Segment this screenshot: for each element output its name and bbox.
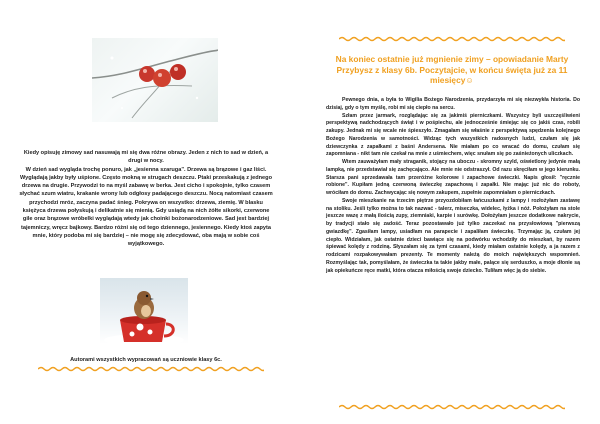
story-paragraph: Pewnego dnia, a była to Wigilia Bożego Narodzenia, przydarzyła mi się niezwykła historia. Do dzisiaj, gdy o tym myślę, robi mi się ciepło na sercu. (326, 97, 580, 111)
winter-berries-photo (92, 38, 218, 122)
bird-and-cup-photo (100, 278, 188, 344)
story-body (326, 97, 580, 275)
story-title: Na koniec ostatnie już mgnienie zimy – opowiadanie Marty Przybysz z klasy 6b. Poczytajcie, w końcu święta już za 11 miesięcy☺ (335, 54, 569, 86)
wave-divider-icon (339, 404, 565, 410)
story-paragraph: Szłam przez jarmark, rozglądając się za jakimiś pierniczkami. Wszystcy byli uszczęśliwieni perspektywą nadchodzących świąt i w pośpiechu, ale jednocześnie śmiejąc się co jakiś czas, robili zakupy. Jednak mi się wcale nie śpieszyło. Zmagałam się właśnie z perspektywą spędzenia kolejnego Bożego Narodzenia w samotności. Widząc tych wszystkich radosnych ludzi, czułam się jak dziewczynka z zapałkami z baśni Andersena. Nie miałam po co wracać do domu, czułam się zapomniana - nikt tam nie czekał na mnie z uśmiechem, więc snułam się po zaśnieżonych uliczkach. (326, 112, 580, 158)
left-paragraph: Kiedy opisuję zimowy sad nasuwają mi się dwa różne obrazy. Jeden z nich to sad w dzień, a drugi w nocy. (23, 150, 269, 165)
story-paragraph: Swoje mieszkanie na trzecim piętrze przyozdobiłam łańcuszkami z lampy i rozłożyłam zastawę na stoliku. Jeśli tylko można to tak nazwać - talerz, miseczka, widelec, łyżka i nóż. Położyłam na stole jeszcze wazę z małą ilością zupy, ziemniaki, karpie i surówkę. Dołożyłam jeszcze dodatkowe nakrycie, by tradycji stało się zadość. Teraz pozostawało już tylko zaczekać na przysłowiową "pierwszą gwiazdkę". Zgasiłam lampy, usiadłam na parapecie i zapaliłam świeczkę. Trzymając ją, czułam jej ciepło. Widziałam, jak ostatnie dzieci bawiące się na podwórku wchodziły do mieszkań, by razem śpiewać kolędy z rodziną. Słyszałam się za tymi czasami, kiedy miałam ostatnie kolędy, a ja razem z rodzicami rozpakowywałam prezenty. Te momenty należą do moich największych wspomnień. Rozmyślając tak, pomyślałam, że świeczka ta takie jakby małe, palące się serduszko, a moje dłonie są jak opiekuńcze ręce matki, która otacza miłością swoje dziecko. Tuliłam więc ją do siebie. (326, 197, 580, 274)
authors-note: Autorami wszystkich wypracowań są uczniowie klasy 6c. (70, 357, 222, 363)
right-page (304, 0, 600, 424)
wave-divider-icon (38, 366, 264, 372)
left-page (0, 0, 292, 424)
wave-divider-icon (339, 36, 565, 42)
left-essay (18, 149, 274, 249)
story-paragraph: Wtem zauważyłam mały straganik, stojący na uboczu - skromny szyld, oświetlony jedynie małą lampką, nie przedstawiał się zachęcająco. Ale mnie nie odstraszył. Od razu skręciłam w jego kierunku. Starsza pani sprzedawała tam przeróżne kolorowe i zapachowe świeczki. Napis głosił: "ręcznie robione". Kupiłam jedną czerwoną świeczkę zapachową i zapałki. Nie mając już nic do roboty, wróciłam do domu. Zachwycając się nowym zakupem, zupełnie zapomniałam o pierniczkach. (326, 159, 580, 196)
left-paragraph: W dzień sad wygląda trochę ponuro, jak „jesienna szaruga". Drzewa są brązowe i gaz liści. Wyglądają jakby były uśpione. Często mokną w strugach deszczu. Ptaki przeskakują z jednego drzewa na drugie. Przywodzi to na myśl zabawę w berka. Jest cicho i spokojnie, tylko czasem słychać szum wiatru, krakanie wrony lub odgłosy padającego deszczu. Nocą natomiast czasem przychodzi mróz, zaczyna padać śnieg. Pokrywa on wszystko: drzewa, ziemię. W blasku księżyca drzewa połyskują i delikatnie się mienią. Gdy usiądą na nich żółte sikorki, czerwone gile oraz brązowe wróbelki wyglądają wtedy jak choinki bożonarodzeniowe. Sad jest bardziej tajemniczy, wręcz bajkowy. Bardzo różni się od tego dziennego, jesiennego. Kiedy ktoś zapyta mnie, który podoba mi się bardziej – nie mogę się zdecydować, oba mają w sobie coś wyjątkowego. (19, 166, 273, 248)
